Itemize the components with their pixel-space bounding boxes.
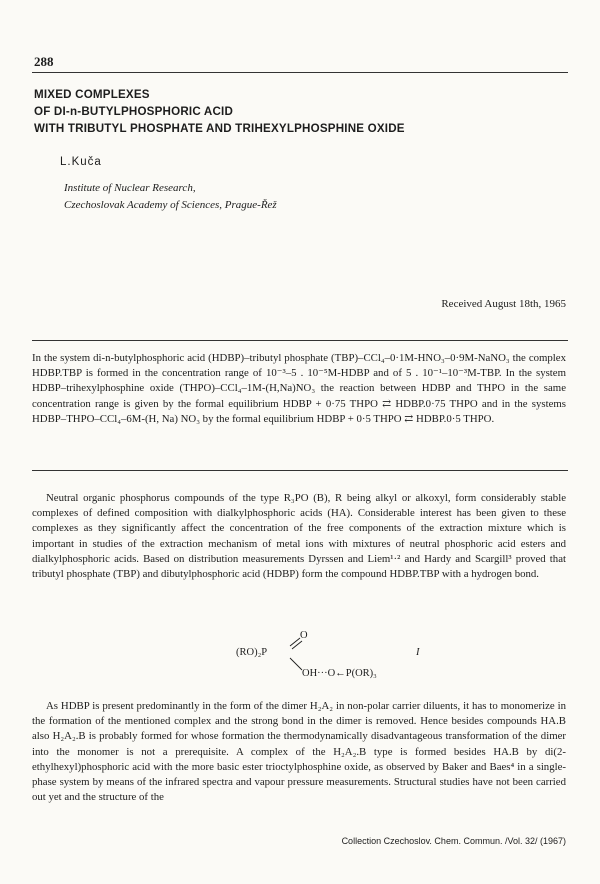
title-line-2: OF DI-n-BUTYLPHOSPHORIC ACID: [34, 105, 234, 118]
abstract-bottom-rule: [32, 470, 568, 471]
page-number: 288: [34, 54, 54, 69]
double-bond-line-2: [292, 641, 302, 649]
body-paragraph-2: As HDBP is present predominantly in the form of the dimer H₂A₂ in non-polar carrier diluents, it has to monomerize in the formation of the mentioned complex and the strong bond in the dimer is removed. Hence besides compounds HA.B also H₂A₂.B is probably formed for whose formation the thermodynamically disadvantageous transformation of the dimer into the monomer is not a prerequisite. A complex of the H₂A₂.B type is formed besides HA.B by di(2-ethylhexyl)phosphoric acid with the more basic ester trioctylphosphine oxide, as observed by Baker and Baes⁴ in a single-phase system by means of the infrared spectra and vapour pressure measurements. Structural studies have not been carried out yet and the structure of the: [32, 700, 566, 804]
abstract-text: In the system di-n-butylphosphoric acid (HDBP)–tributyl phosphate (TBP)–CCl₄–0·1M-HNO₃–0·9M-NaNO₃ the complex HDBP.TBP is formed in the concentration range of 10⁻³–5 . 10⁻⁵M-HDBP and of 5 . 10⁻¹–10⁻³M-TBP. In the system HDBP–trihexylphosphine oxide (THPO)–CCl₄–1M-(H,Na)NO₃ the reaction between HDBP and THPO in the same concentration range is given by the formal equilibrium HDBP + 0·75 THPO ⇄ HDBP.0·75 THPO and in the systems HDBP–THPO–CCl₄–6M-(H, Na) NO₃ by the formal equilibrium HDBP + 0·5 THPO ⇄ HDBP.0·5 THPO.: [32, 352, 566, 425]
body-paragraph-1: Neutral organic phosphorus compounds of the type R₃PO (B), R being alkyl or alkoxyl, form considerably stable complexes of defined composition with dialkylphosphoric acids (HA). Considerable interest has been given to these complexes as they significantly affect the concentration of the free components of the extraction mixture which is important in studies of the extraction mechanism of metal ions with mixtures of neutral phosphoric acid esters and dialkylphosphoric acids. Based on distribution measurements Dyrssen and Liem¹·² and Hardy and Scargill³ proved that tributyl phosphate (TBP) and dibutylphosphoric acid (HDBP) form the compound HDBP.TBP with a hydrogen bond.: [32, 492, 566, 581]
affiliation-line-2: Czechoslovak Academy of Sciences, Prague-Řež: [64, 199, 277, 211]
received-date: Received August 18th, 1965: [441, 298, 566, 310]
author: L.Kuča: [60, 156, 102, 168]
body-section-2: [32, 699, 566, 805]
title-line-3: WITH TRIBUTYL PHOSPHATE AND TRIHEXYLPHOSPHINE OXIDE: [34, 122, 405, 135]
journal-footer: Collection Czechoslov. Chem. Commun. /Vol. 32/ (1967): [341, 836, 566, 846]
abstract-top-rule: [32, 340, 568, 341]
double-bond-line-1: [290, 638, 300, 646]
structural-formula: [230, 630, 480, 682]
title-line-1: MIXED COMPLEXES: [34, 88, 150, 101]
formula-oh-line: OH···O←P(OR)₃: [302, 668, 377, 679]
body-section-1: [32, 491, 566, 619]
single-bond-line: [290, 658, 302, 670]
affiliation-line-1: Institute of Nuclear Research,: [64, 182, 196, 194]
formula-oxygen: O: [300, 630, 308, 641]
abstract: [32, 351, 566, 427]
article-title: [34, 86, 574, 137]
formula-number: I: [416, 647, 420, 658]
header-rule: [32, 72, 568, 73]
formula-ro2p: (RO)₂P: [236, 647, 268, 658]
affiliation: [64, 180, 277, 214]
